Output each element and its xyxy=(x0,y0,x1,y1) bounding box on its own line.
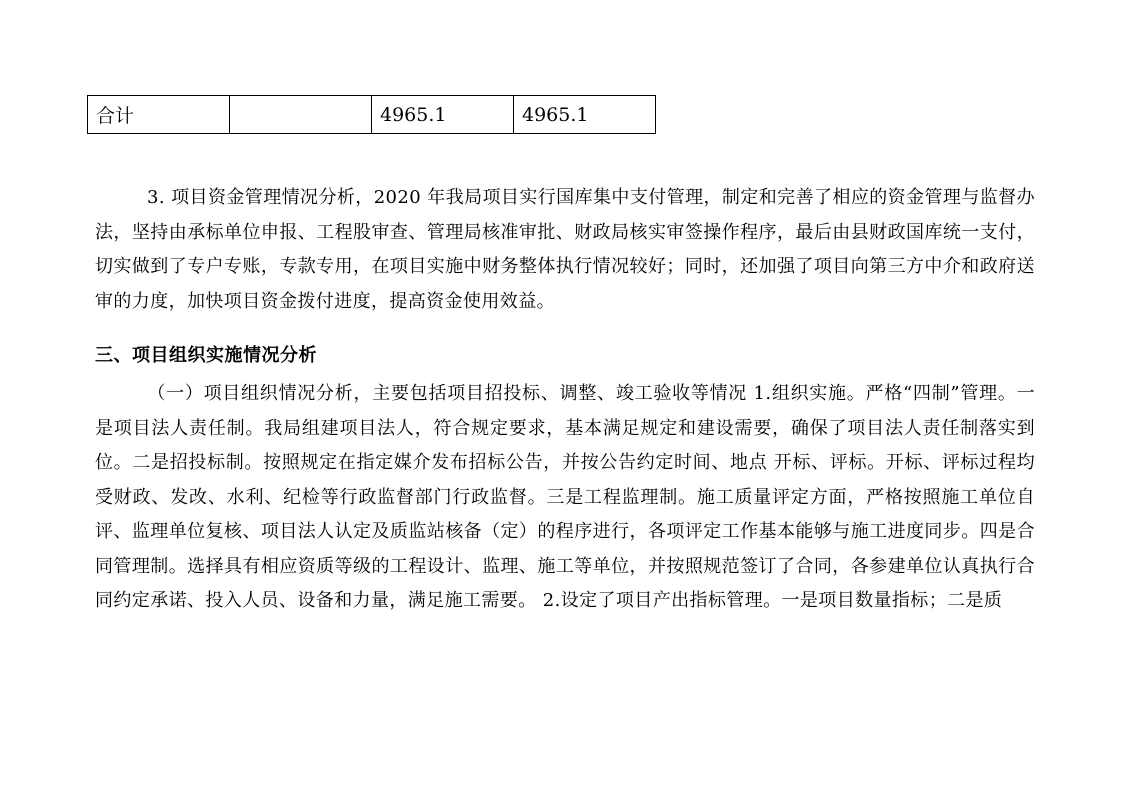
table-cell-value: 4965.1 xyxy=(514,96,656,134)
section-heading: 三、项目组织实施情况分析 xyxy=(95,345,317,366)
paragraph-organization xyxy=(95,377,1035,619)
table-cell-label: 合计 xyxy=(88,96,230,134)
paragraph-text: （一）项目组织情况分析，主要包括项目招投标、调整、竣工验收等情况 1.组织实施。严格“四制”管理。一是项目法人责任制。我局组建项目法人，符合规定要求，基本满足规定和建设需要，确保了项目法人责任制落实到位。二是招投标制。按照规定在指定媒介发布招标公告，并按公告约定时间、地点 开标、评标。开标、评标过程均受财政、发改、水利、纪检等行政监督部门行政监督。三是工程监理制。施工质量评定方面，严格按照施工单位自评、监理单位复核、项目法人认定及质监站核备（定）的程序进行，各项评定工作基本能够与施工进度同步。四是合同管理制。选择具有相应资质等级的工程设计、监理、施工等单位，并按照规范签订了合同，各参建单位认真执行合同约定承诺、投入人员、设备和力量，满足施工需要。 2.设定了项目产出指标管理。一是项目数量指标；二是质 xyxy=(95,383,1035,611)
table-cell-value: 4965.1 xyxy=(372,96,514,134)
summary-table xyxy=(87,95,656,134)
table-cell-empty xyxy=(230,96,372,134)
paragraph-fund-management xyxy=(95,181,1035,319)
paragraph-text: 3. 项目资金管理情况分析，2020 年我局项目实行国库集中支付管理，制定和完善了相应的资金管理与监督办法，坚持由承标单位申报、工程股审查、管理局核准审批、财政局核实审签操作程序，最后由县财政国库统一支付，切实做到了专户专账，专款专用，在项目实施中财务整体执行情况较好；同时，还加强了项目向第三方中介和政府送审的力度，加快项目资金拨付进度，提高资金使用效益。 xyxy=(95,187,1035,312)
table-row-total xyxy=(88,96,656,134)
